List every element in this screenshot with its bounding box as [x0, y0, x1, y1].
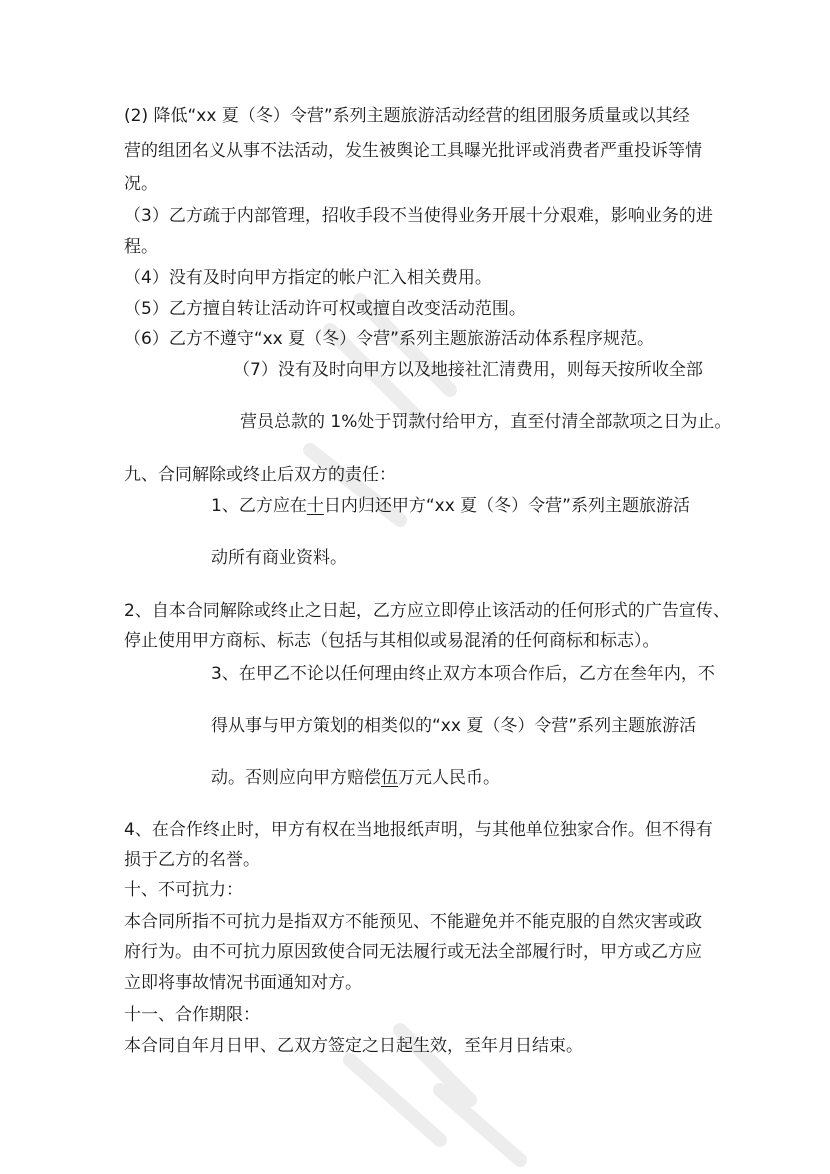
text-line: 本合同所指不可抗力是指双方不能预见、不能避免并不能克服的自然灾害或政	[124, 912, 702, 932]
text-line: 4、在合作终止时，甲方有权在当地报纸声明，与其他单位独家合作。但不得有	[124, 820, 713, 840]
text-line: （4）没有及时向甲方指定的帐户汇入相关费用。	[124, 268, 492, 288]
text-line: (2) 降低“xx 夏（冬）令营”系列主题旅游活动经营的组团服务质量或以其经	[124, 106, 690, 126]
text-line: 程。	[124, 237, 158, 257]
text-line: 况。	[124, 174, 158, 194]
text-line: 本合同自年月日甲、乙双方签定之日起生效，至年月日结束。	[124, 1036, 583, 1056]
text-line: 营的组团名义从事不法活动，发生被舆论工具曝光批评或消费者严重投诉等情	[124, 141, 702, 161]
text-line: （3）乙方疏于内部管理，招收手段不当使得业务开展十分艰难，影响业务的进	[124, 206, 713, 226]
text-line: （7）没有及时向甲方以及地接社汇清费用，则每天按所收全部	[233, 360, 703, 380]
text-line: 停止使用甲方商标、标志（包括与其相似或易混淆的任何商标和标志）。	[124, 631, 660, 651]
section-heading: 九、合同解除或终止后双方的责任：	[124, 465, 396, 485]
text-line: 动。否则应向甲方赔偿伍万元人民币。	[211, 768, 500, 788]
text-line: 府行为。由不可抗力原因致使合同无法履行或无法全部履行时，甲方或乙方应	[124, 942, 702, 962]
underlined-text: 十	[306, 496, 324, 516]
text-line: 1、乙方应在十日内归还甲方“xx 夏（冬）令营”系列主题旅游活	[211, 496, 690, 516]
text-line: 损于乙方的名誉。	[124, 850, 260, 870]
text-line: 营员总款的 1%处于罚款付给甲方，直至付清全部款项之日为止。	[240, 412, 732, 432]
text-line: 得从事与甲方策划的相类似的“xx 夏（冬）令营”系列主题旅游活	[211, 716, 697, 736]
section-heading: 十、不可抗力：	[124, 880, 243, 900]
text-line: 动所有商业资料。	[211, 548, 347, 568]
text-line: 2、自本合同解除或终止之日起，乙方应立即停止该活动的任何形式的广告宣传、	[124, 601, 730, 621]
text-line: （6）乙方不遵守“xx 夏（冬）令营”系列主题旅游活动体系程序规范。	[124, 329, 654, 349]
text-line: 立即将事故情况书面通知对方。	[124, 973, 362, 993]
underlined-text: 伍	[381, 768, 398, 788]
text-line: 3、在甲乙不论以任何理由终止双方本项合作后，乙方在叁年内，不	[211, 664, 715, 684]
text-line: （5）乙方擅自转让活动许可权或擅自改变活动范围。	[124, 299, 526, 319]
section-heading: 十一、合作期限：	[124, 1005, 260, 1025]
